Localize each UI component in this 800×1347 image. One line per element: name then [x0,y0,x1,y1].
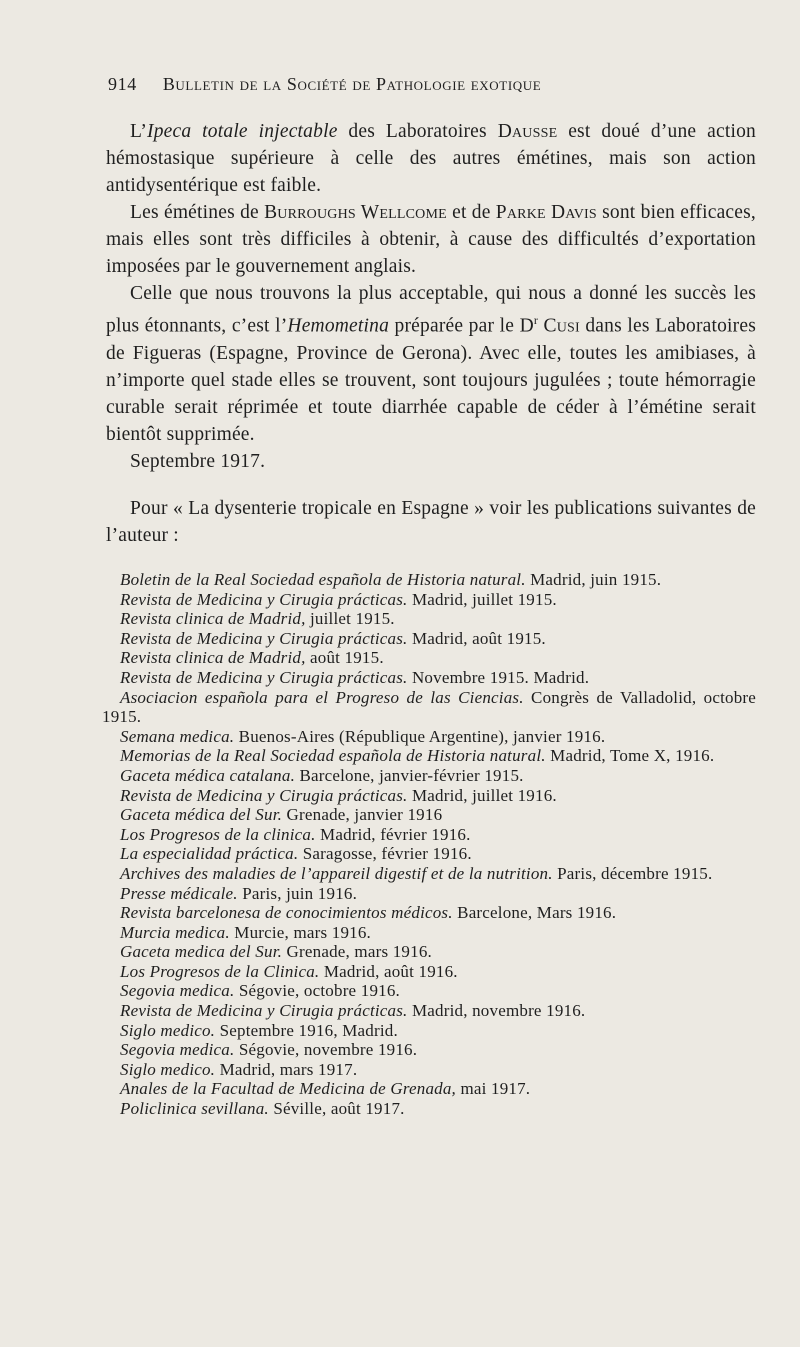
reference-title: Revista de Medicina y Cirugia prácticas. [120,785,408,805]
reference-details: Madrid, novembre 1916. [407,1001,586,1021]
reference-details: août 1915. [305,648,384,668]
text-run: sont bien efficaces, mais elles sont très difficiles à obtenir, à cause des difficultés d’exportation imposées par le gouvernement anglais. [106,202,756,277]
reference-item [102,648,756,668]
reference-title: Gaceta medica del Sur. [120,942,283,962]
reference-details: Paris, juin 1916. [237,883,358,903]
reference-details: Ségovie, octobre 1916. [234,981,400,1001]
reference-item [102,805,756,825]
text-run: Dausse [497,121,558,142]
reference-details: mai 1917. [456,1079,531,1099]
reference-details: juillet 1915. [305,609,395,629]
reference-title: Segovia medica. [120,1040,235,1060]
reference-title: Revista de Medicina y Cirugia prácticas. [120,628,408,648]
reference-item [102,864,756,884]
text-run: est doué d’une action hémostasique supérieure à celle des autres émétines, mais son action antidysentérique est faible. [106,121,756,196]
reference-details: Saragosse, février 1916. [298,844,472,864]
reference-item [102,1021,756,1041]
reference-details: Ségovie, novembre 1916. [234,1040,418,1060]
reference-item [102,923,756,943]
text-run: Burroughs Wellcome [264,202,447,223]
text-run: des Laboratoires [337,121,498,142]
reference-title: Presse médicale. [120,883,238,903]
reference-details: Barcelone, Mars 1916. [452,903,617,923]
reference-item [102,688,756,727]
reference-item [102,1079,756,1099]
reference-title: Murcia medica. [120,922,230,942]
reference-details: Madrid, juillet 1916. [407,785,557,805]
reference-item [102,884,756,904]
reference-details: Madrid, août 1916. [319,961,458,981]
reference-details: Madrid, juillet 1915. [407,589,557,609]
reference-item [102,590,756,610]
reference-item [102,727,756,747]
reference-title: Revista clinica de Madrid, [120,609,306,629]
reference-item [102,629,756,649]
text-run: Ipeca totale injectable [147,121,338,142]
reference-title: Revista barcelonesa de conocimientos médicos. [120,903,453,923]
reference-title: Boletin de la Real Sociedad española de Historia natural. [120,570,526,589]
reference-title: Siglo medico. [120,1020,216,1040]
body-paragraph [106,118,756,199]
journal-title: Bulletin de la Société de Pathologie exotique [162,74,542,94]
text-run: dans les Laboratoires de Figueras (Espagne, Province de Gerona). Avec elle, toutes les amibiases, à n’importe quel stade elles se trouvent, sont toujours jugulées ; toute hémorragie curable serait réprimée et toute diarrhée capable de céder à l’émétine serait bientôt supprimée. [106,315,757,445]
text-run: Parke Davis [495,202,597,223]
text-run: Hemometina [287,315,390,337]
reference-item [102,981,756,1001]
reference-title: Segovia medica. [120,981,235,1001]
text-run: L’ [130,121,148,142]
body-text [106,118,756,549]
reference-title: Revista de Medicina y Cirugia prácticas. [120,589,408,609]
reference-title: Semana medica. [120,726,235,746]
reference-details: Paris, décembre 1915. [552,863,713,883]
reference-title: Los Progresos de la clinica. [120,824,316,844]
reference-details: Barcelone, janvier-février 1915. [295,765,524,785]
reference-title: Gaceta médica catalana. [120,765,296,785]
paragraph-list [106,118,756,448]
reference-title: La especialidad práctica. [120,844,299,864]
reference-item [102,825,756,845]
reference-item [102,962,756,982]
reference-item [102,668,756,688]
reference-details: Grenade, mars 1916. [282,942,432,962]
text-run: r [533,313,539,327]
reference-item [102,903,756,923]
body-paragraph [106,280,756,448]
reference-details: Séville, août 1917. [268,1099,405,1119]
reference-list [102,570,756,1119]
reference-title: Revista de Medicina y Cirugia prácticas. [120,667,408,687]
reference-title: Los Progresos de la Clinica. [120,961,320,981]
reference-title: Revista de Medicina y Cirugia prácticas. [120,1001,408,1021]
reference-title: Asociacion española para el Progreso de las Ciencias. [120,687,524,707]
reference-item [102,1001,756,1021]
reference-details: Madrid, juin 1915. [525,570,662,589]
page-number: 914 [108,74,137,94]
date-line: Septembre 1917. [130,450,266,472]
reference-item [102,1040,756,1060]
reference-title: Revista clinica de Madrid, [120,648,306,668]
reference-item [102,844,756,864]
reference-item [102,786,756,806]
reference-details: Madrid, février 1916. [315,824,471,844]
reference-title: Gaceta médica del Sur. [120,805,283,825]
intro-paragraph: Pour « La dysenterie tropicale en Espagne » voir les publications suivantes de l’auteur : [106,497,756,546]
reference-title: Policlinica sevillana. [120,1099,269,1119]
reference-details: Novembre 1915. Madrid. [407,667,590,687]
reference-item [102,1099,756,1119]
reference-item [102,570,756,590]
reference-details: Madrid, Tome X, 1916. [545,746,715,766]
reference-title: Anales de la Facultad de Medicina de Grenada, [120,1079,457,1099]
reference-details: Septembre 1916, Madrid. [215,1020,398,1040]
reference-title: Siglo medico. [120,1059,216,1079]
reference-item [102,746,756,766]
text-run: Les émétines de [130,202,265,223]
reference-details: Murcie, mars 1916. [229,922,371,942]
reference-details: Madrid, mars 1917. [215,1059,358,1079]
reference-details: Grenade, janvier 1916 [282,805,443,825]
text-run: et de [446,202,496,223]
reference-item [102,942,756,962]
reference-item [102,1060,756,1080]
reference-details: Madrid, août 1915. [407,628,546,648]
text-run: préparée par le D [389,315,534,337]
reference-title: Memorias de la Real Sociedad española de Historia natural. [120,746,546,766]
reference-details: Congrès de Valladolid, octobre 1915. [102,687,757,727]
reference-item [102,766,756,786]
text-run: Cusi [543,315,580,337]
body-paragraph [106,199,756,280]
running-header [108,74,668,95]
reference-item [102,609,756,629]
reference-title: Archives des maladies de l’appareil digestif et de la nutrition. [120,863,553,883]
text-run: Celle que nous trouvons la plus acceptable, qui nous a donné les succès les plus étonnants, c’est l’ [106,283,756,337]
reference-details: Buenos-Aires (République Argentine), janvier 1916. [234,726,606,746]
